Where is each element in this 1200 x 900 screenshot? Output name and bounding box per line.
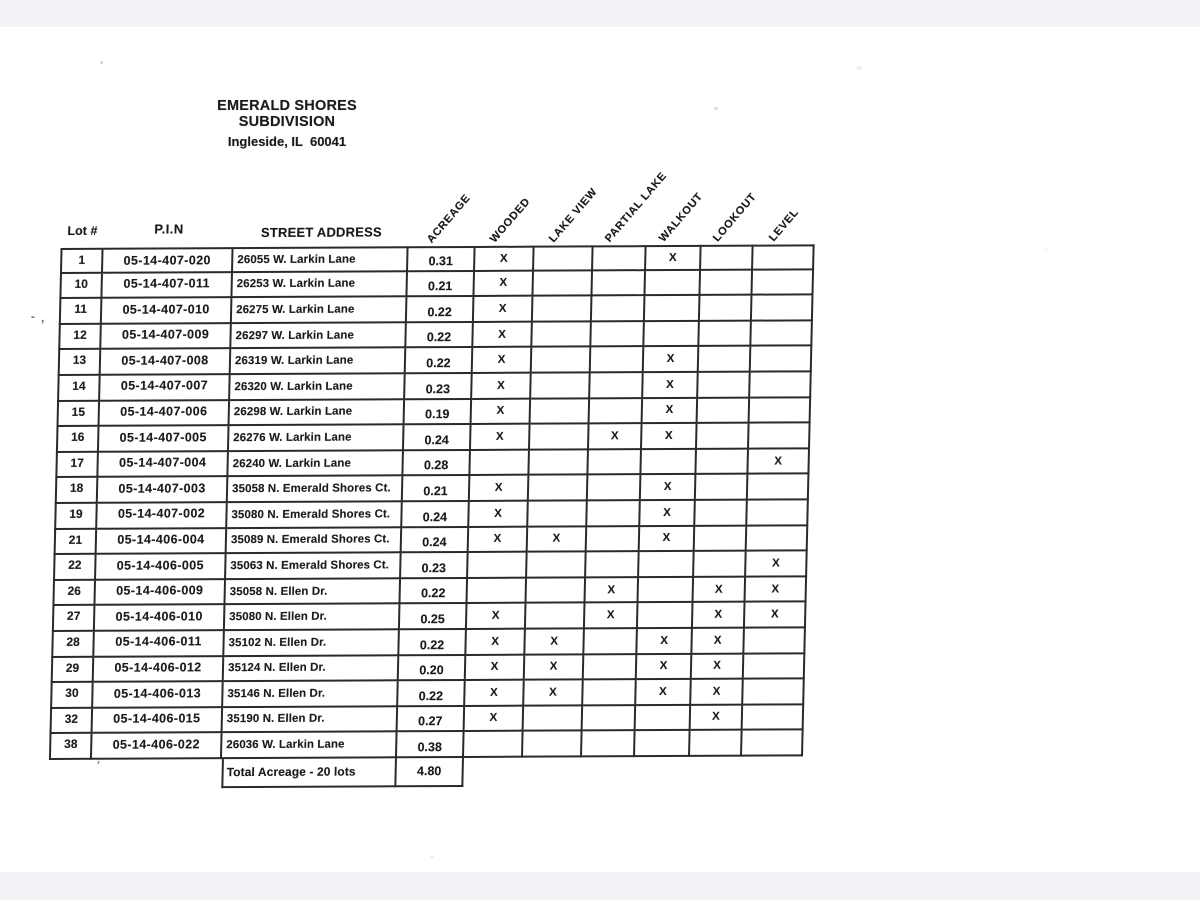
pin-cell: 05-14-407-007: [100, 375, 231, 401]
total-row: [48, 756, 803, 789]
acreage-cell: 0.24: [402, 502, 470, 528]
partial-lake-cell: [584, 655, 638, 681]
lookout-cell: [700, 270, 753, 296]
address-cell: 35080 N. Emerald Shores Ct.: [227, 502, 403, 528]
lake-view-cell: X: [524, 680, 584, 706]
total-row-spacer: [48, 759, 222, 789]
page-bottom-margin: [0, 872, 1200, 900]
pin-cell: 05-14-407-006: [99, 401, 230, 427]
total-acreage-value: 4.80: [396, 758, 464, 787]
table-row: [55, 449, 810, 478]
pin-cell: 05-14-407-020: [103, 247, 234, 273]
address-cell: 35080 N. Ellen Dr.: [225, 605, 401, 631]
lake-view-cell: [533, 271, 593, 297]
pin-cell: 05-14-406-005: [96, 554, 227, 580]
lot-cell: 10: [59, 273, 103, 299]
level-cell: [743, 679, 805, 705]
acreage-cell: 0.22: [399, 630, 467, 656]
acreage-cell: 0.24: [402, 528, 470, 554]
column-header-acreage: ACREAGE: [424, 192, 473, 246]
lake-view-cell: [523, 732, 583, 758]
partial-lake-cell: [583, 706, 637, 732]
scan-speck: [714, 107, 718, 110]
partial-lake-cell: [590, 373, 644, 399]
address-cell: 35058 N. Ellen Dr.: [225, 579, 401, 605]
level-cell: [750, 398, 812, 424]
partial-lake-cell: [591, 322, 645, 348]
lake-view-cell: X: [528, 527, 588, 553]
partial-lake-cell: [582, 731, 636, 757]
table-row: [60, 244, 815, 273]
acreage-cell: 0.21: [407, 272, 475, 298]
pin-cell: 05-14-406-015: [93, 708, 224, 734]
pin-cell: 05-14-406-010: [95, 605, 226, 631]
level-cell: [747, 526, 809, 552]
lookout-cell: [701, 245, 754, 271]
lookout-cell: [699, 321, 752, 347]
address-cell: 26320 W. Larkin Lane: [230, 374, 406, 400]
lake-view-cell: [526, 578, 586, 604]
level-cell: X: [745, 603, 807, 629]
lookout-cell: [695, 526, 748, 552]
table-row: [49, 731, 804, 760]
table-row: [54, 526, 809, 555]
pin-cell: 05-14-406-013: [93, 682, 224, 708]
acreage-cell: 0.19: [405, 400, 473, 426]
address-cell: 35102 N. Ellen Dr.: [224, 630, 400, 656]
pin-cell: 05-14-406-011: [94, 631, 225, 657]
partial-lake-cell: [592, 296, 646, 322]
lookout-cell: [700, 296, 753, 322]
table-row: [50, 705, 805, 734]
table-row: [56, 398, 811, 427]
address-cell: 26298 W. Larkin Lane: [230, 400, 406, 426]
table-row: [51, 654, 806, 683]
page-top-margin: [0, 0, 1200, 27]
pin-cell: 05-14-407-011: [102, 273, 233, 299]
lot-cell: 16: [56, 427, 100, 453]
walkout-cell: [645, 296, 701, 322]
scan-speck: [1046, 247, 1049, 250]
acreage-cell: 0.27: [398, 707, 466, 733]
acreage-cell: 0.20: [399, 655, 467, 681]
acreage-cell: 0.24: [404, 425, 472, 451]
lake-view-cell: [529, 476, 589, 502]
level-cell: X: [746, 551, 808, 577]
document-title: EMERALD SHORES SUBDIVISION: [217, 98, 357, 130]
lake-view-cell: X: [525, 629, 585, 655]
lot-cell: 21: [54, 529, 98, 555]
partial-lake-cell: X: [585, 603, 639, 629]
level-cell: [743, 705, 805, 731]
walkout-cell: X: [646, 245, 702, 271]
level-cell: [750, 372, 812, 398]
address-cell: 35146 N. Ellen Dr.: [223, 681, 399, 707]
lot-cell: 11: [59, 299, 103, 325]
lot-cell: 22: [53, 555, 97, 581]
partial-lake-cell: [590, 399, 644, 425]
scan-tick-mark: ’: [94, 757, 101, 773]
level-cell: X: [745, 577, 807, 603]
table-row: [54, 500, 809, 529]
walkout-cell: [635, 731, 691, 757]
address-cell: 35190 N. Ellen Dr.: [223, 707, 399, 733]
walkout-cell: X: [641, 475, 697, 501]
level-cell: [748, 475, 810, 501]
table-row: [55, 475, 810, 504]
table-row: [59, 296, 814, 325]
lot-cell: 18: [55, 478, 99, 504]
wooded-cell: X: [475, 246, 535, 272]
acreage-cell: 0.23: [401, 553, 469, 579]
partial-lake-cell: X: [589, 424, 643, 450]
lake-view-cell: [531, 373, 591, 399]
table-row: [53, 551, 808, 580]
pin-cell: 05-14-406-009: [95, 580, 226, 606]
column-header-walkout: WALKOUT: [656, 190, 706, 245]
wooded-cell: X: [469, 527, 529, 553]
acreage-cell: 0.22: [400, 579, 468, 605]
wooded-cell: [467, 578, 527, 604]
walkout-cell: X: [636, 680, 692, 706]
wooded-cell: X: [470, 476, 530, 502]
wooded-cell: X: [465, 681, 525, 707]
document-title-block: [174, 98, 400, 149]
lookout-cell: X: [691, 680, 744, 706]
wooded-cell: [464, 732, 524, 758]
lake-view-cell: [527, 553, 587, 579]
lot-cell: 27: [52, 606, 96, 632]
level-cell: X: [748, 449, 810, 475]
lot-cell: 17: [55, 453, 99, 479]
address-cell: 35063 N. Emerald Shores Ct.: [226, 553, 402, 579]
lots-table: [48, 244, 814, 789]
walkout-cell: [638, 578, 694, 604]
lake-view-cell: [528, 501, 588, 527]
table-row: [56, 423, 811, 452]
pin-cell: 05-14-407-010: [102, 298, 233, 324]
table-row: [57, 372, 812, 401]
lookout-cell: X: [692, 629, 745, 655]
wooded-cell: [468, 553, 528, 579]
walkout-cell: [641, 450, 697, 476]
pin-cell: 05-14-407-005: [99, 426, 230, 452]
lot-cell: 30: [50, 683, 94, 709]
walkout-cell: X: [640, 501, 696, 527]
pin-cell: 05-14-406-012: [94, 657, 225, 683]
address-cell: 35124 N. Ellen Dr.: [224, 656, 400, 682]
pin-cell: 05-14-406-004: [97, 529, 228, 555]
lot-cell: 12: [58, 325, 102, 351]
lot-cell: 26: [52, 581, 96, 607]
lot-cell: 28: [51, 632, 95, 658]
pin-cell: 05-14-407-002: [97, 503, 228, 529]
lots-table-area: [48, 170, 832, 796]
lookout-cell: [696, 475, 749, 501]
wooded-cell: X: [466, 655, 526, 681]
lot-cell: 29: [51, 657, 95, 683]
lookout-cell: [698, 398, 751, 424]
column-header-address: STREET ADDRESS: [260, 224, 382, 241]
column-header-partial-lake: PARTIAL LAKE: [602, 170, 670, 245]
lookout-cell: [690, 731, 743, 757]
wooded-cell: X: [467, 604, 527, 630]
partial-lake-cell: [587, 527, 641, 553]
table-row: [58, 321, 813, 350]
partial-lake-cell: [587, 501, 641, 527]
acreage-cell: 0.22: [407, 297, 475, 323]
total-acreage-label: Total Acreage - 20 lots: [221, 758, 397, 788]
column-header-level: LEVEL: [766, 206, 802, 244]
partial-lake-cell: [592, 271, 646, 297]
lot-cell: 38: [49, 734, 93, 760]
lookout-cell: [698, 373, 751, 399]
column-header-lookout: LOOKOUT: [710, 190, 759, 245]
walkout-cell: [639, 552, 695, 578]
level-cell: [744, 654, 806, 680]
acreage-cell: 0.31: [408, 246, 476, 272]
table-row: [52, 577, 807, 606]
scan-speck: [100, 61, 103, 64]
wooded-cell: X: [474, 297, 534, 323]
lake-view-cell: [524, 706, 584, 732]
walkout-cell: X: [643, 373, 699, 399]
pin-cell: 05-14-407-008: [101, 350, 232, 376]
partial-lake-cell: [588, 450, 642, 476]
walkout-cell: X: [642, 424, 698, 450]
lake-view-cell: [532, 322, 592, 348]
table-row: [58, 347, 813, 376]
address-cell: 26319 W. Larkin Lane: [231, 349, 407, 375]
wooded-cell: X: [472, 374, 532, 400]
lot-cell: 14: [57, 376, 101, 402]
table-row: [52, 603, 807, 632]
partial-lake-cell: X: [585, 578, 639, 604]
walkout-cell: [638, 603, 694, 629]
lookout-cell: X: [691, 705, 744, 731]
column-header-lake-view: LAKE VIEW: [546, 186, 600, 245]
level-cell: [752, 270, 814, 296]
document-subtitle: Ingleside, IL 60041: [227, 134, 347, 149]
address-cell: 26253 W. Larkin Lane: [232, 272, 408, 298]
level-cell: [751, 347, 813, 373]
lookout-cell: [694, 552, 747, 578]
lookout-cell: [696, 449, 749, 475]
scan-pen-mark: - ,: [30, 308, 48, 326]
pin-cell: 05-14-407-003: [98, 477, 229, 503]
wooded-cell: X: [473, 348, 533, 374]
column-header-wooded: WOODED: [487, 195, 533, 246]
walkout-cell: X: [637, 654, 693, 680]
wooded-cell: X: [474, 271, 534, 297]
lake-view-cell: X: [525, 655, 585, 681]
acreage-cell: 0.22: [406, 323, 474, 349]
level-cell: [752, 296, 814, 322]
table-row: [50, 679, 805, 708]
lookout-cell: [695, 501, 748, 527]
wooded-cell: X: [469, 502, 529, 528]
table-row: [51, 628, 806, 657]
lake-view-cell: [526, 604, 586, 630]
walkout-cell: X: [644, 347, 700, 373]
level-cell: [747, 500, 809, 526]
walkout-cell: X: [640, 526, 696, 552]
walkout-cell: X: [643, 398, 699, 424]
column-header-lot: Lot #: [67, 223, 98, 238]
lot-cell: 15: [56, 401, 100, 427]
acreage-cell: 0.21: [403, 476, 471, 502]
scan-speck: [430, 855, 434, 858]
level-cell: [749, 423, 811, 449]
lot-cell: 32: [50, 708, 94, 734]
lookout-cell: X: [692, 654, 745, 680]
partial-lake-cell: [593, 245, 647, 271]
lookout-cell: [697, 424, 750, 450]
address-cell: 26036 W. Larkin Lane: [222, 733, 398, 759]
pin-cell: 05-14-406-022: [92, 733, 223, 759]
walkout-cell: X: [637, 629, 693, 655]
address-cell: 35058 N. Emerald Shores Ct.: [228, 477, 404, 503]
level-cell: [744, 628, 806, 654]
lookout-cell: X: [693, 577, 746, 603]
lot-cell: 1: [60, 248, 104, 274]
walkout-cell: [645, 270, 701, 296]
partial-lake-cell: [588, 475, 642, 501]
column-header-pin: P.I.N: [154, 221, 184, 237]
lake-view-cell: [532, 348, 592, 374]
wooded-cell: X: [473, 322, 533, 348]
wooded-cell: X: [472, 399, 532, 425]
acreage-cell: 0.28: [403, 451, 471, 477]
lake-view-cell: [531, 399, 591, 425]
acreage-cell: 0.22: [398, 681, 466, 707]
address-cell: 35089 N. Emerald Shores Ct.: [227, 528, 403, 554]
partial-lake-cell: [584, 629, 638, 655]
lake-view-cell: [530, 425, 590, 451]
lake-view-cell: [533, 297, 593, 323]
pin-cell: 05-14-407-004: [98, 452, 229, 478]
lake-view-cell: [534, 245, 594, 271]
partial-lake-cell: [591, 348, 645, 374]
lot-cell: 19: [54, 504, 98, 530]
lookout-cell: [699, 347, 752, 373]
acreage-cell: 0.22: [406, 348, 474, 374]
partial-lake-cell: [586, 552, 640, 578]
walkout-cell: [636, 706, 692, 732]
partial-lake-cell: [583, 680, 637, 706]
walkout-cell: [644, 322, 700, 348]
level-cell: [751, 321, 813, 347]
address-cell: 26276 W. Larkin Lane: [229, 425, 405, 451]
lookout-cell: X: [693, 603, 746, 629]
address-cell: 26055 W. Larkin Lane: [233, 246, 409, 272]
pin-cell: 05-14-407-009: [101, 324, 232, 350]
lot-cell: 13: [58, 350, 102, 376]
level-cell: [753, 244, 815, 270]
level-cell: [742, 731, 804, 757]
wooded-cell: X: [465, 706, 525, 732]
table-row: [59, 270, 814, 299]
scan-speck: [856, 66, 863, 70]
acreage-cell: 0.38: [397, 732, 465, 758]
address-cell: 26275 W. Larkin Lane: [232, 297, 408, 323]
address-cell: 26240 W. Larkin Lane: [228, 451, 404, 477]
wooded-cell: X: [466, 630, 526, 656]
lake-view-cell: [529, 450, 589, 476]
wooded-cell: [470, 450, 530, 476]
address-cell: 26297 W. Larkin Lane: [231, 323, 407, 349]
acreage-cell: 0.23: [405, 374, 473, 400]
acreage-cell: 0.25: [400, 604, 468, 630]
table-body: [49, 244, 815, 760]
wooded-cell: X: [471, 425, 531, 451]
